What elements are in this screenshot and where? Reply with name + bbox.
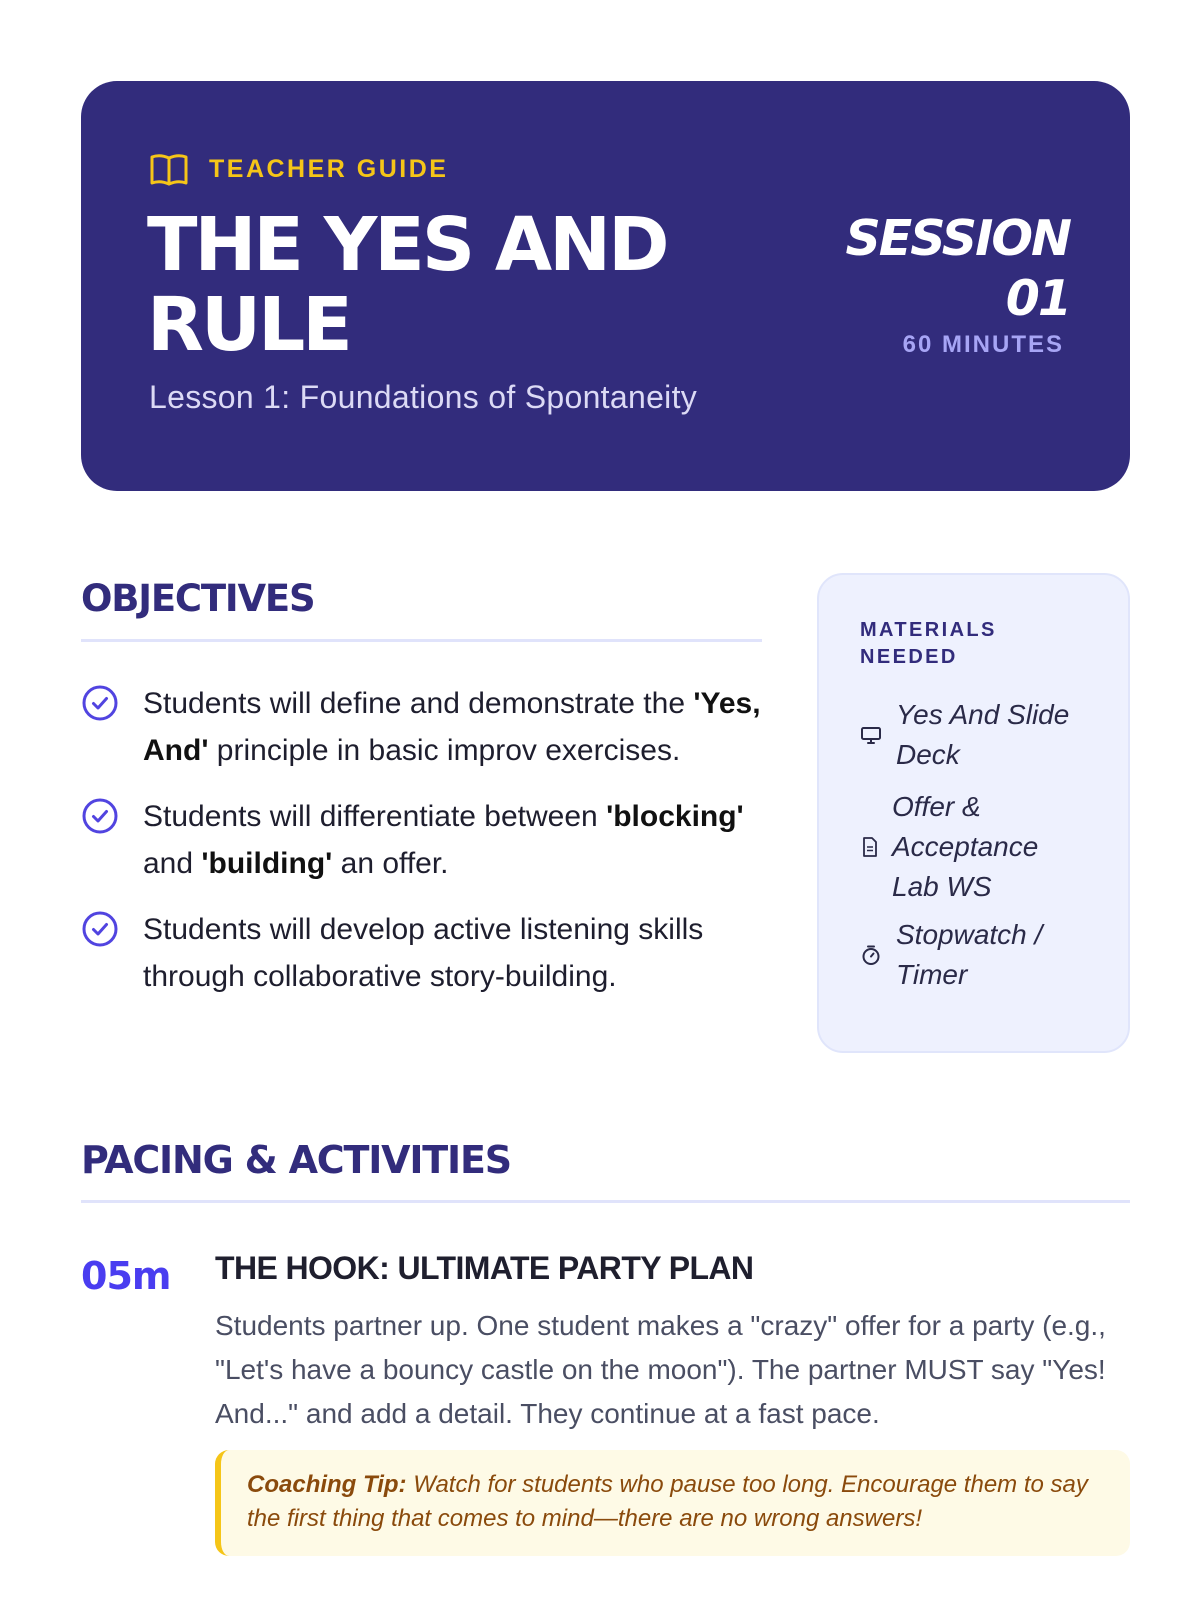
activity-duration: 05m xyxy=(81,1254,171,1298)
activity-title: THE HOOK: ULTIMATE PARTY PLAN xyxy=(215,1250,754,1286)
materials-title: MATERIALS NEEDED xyxy=(860,619,997,668)
check-circle-icon xyxy=(81,684,119,722)
objective-text-part: principle in basic improv exercises. xyxy=(208,734,681,767)
lesson-subtitle: Lesson 1: Foundations of Spontaneity xyxy=(149,379,698,415)
monitor-icon xyxy=(860,724,882,746)
teacher-guide-label: TEACHER GUIDE xyxy=(209,154,449,183)
objectives-divider xyxy=(81,639,762,642)
lesson-title-line-1: THE YES AND xyxy=(147,202,667,288)
objective-text xyxy=(143,793,771,887)
material-label: Stopwatch / Timer xyxy=(896,919,1043,990)
activity-description: Students partner up. One student makes a "crazy" offer for a party (e.g., "Let's have a bouncy castle on the moon"). The partner MUST say "Yes! And..." and add a detail. They continue at a fast pace. xyxy=(215,1310,1106,1429)
teacher-guide-row xyxy=(149,151,448,187)
session-label: SESSION xyxy=(845,210,1070,267)
objective-text-part: and xyxy=(143,847,202,880)
open-book-icon xyxy=(149,151,189,187)
lesson-title xyxy=(147,202,787,368)
objective-text-part: Students will define and demonstrate the xyxy=(143,687,694,720)
objective-emphasis: 'Yes, And' xyxy=(143,687,761,767)
session-number: 01 xyxy=(1005,270,1070,327)
coaching-tip xyxy=(215,1450,1130,1556)
pacing-heading: PACING & ACTIVITIES xyxy=(81,1138,511,1182)
objective-emphasis: 'blocking' xyxy=(606,800,744,833)
document-icon xyxy=(862,837,878,857)
check-circle-icon xyxy=(81,910,119,948)
material-item-worksheet xyxy=(860,787,1080,907)
objective-item xyxy=(81,793,771,887)
objective-text xyxy=(143,906,771,1000)
coaching-tip-label: Coaching Tip: xyxy=(247,1471,407,1498)
lesson-title-line-2: RULE xyxy=(147,282,350,368)
hero-banner xyxy=(81,81,1130,491)
material-label: Yes And Slide Deck xyxy=(896,699,1070,770)
material-label: Offer & Acceptance Lab WS xyxy=(892,791,1039,902)
objectives-heading: OBJECTIVES xyxy=(81,577,315,620)
objectives-list xyxy=(81,680,771,1019)
objective-text-part: Students will develop active listening skills through collaborative story-building. xyxy=(143,913,704,993)
objective-item xyxy=(81,680,771,774)
stopwatch-icon xyxy=(860,944,882,966)
session-info xyxy=(810,209,1070,359)
coaching-tip-text: Watch for students who pause too long. Encourage them to say the first thing that comes to mind—there are no wrong answers! xyxy=(247,1471,1088,1532)
objective-emphasis: 'building' xyxy=(201,847,333,880)
session-duration: 60 MINUTES xyxy=(902,331,1064,358)
objective-text xyxy=(143,680,771,774)
objective-item xyxy=(81,906,771,1000)
check-circle-icon xyxy=(81,797,119,835)
materials-card xyxy=(817,573,1130,1053)
material-item-slide-deck xyxy=(860,695,1090,775)
objective-text-part: Students will differentiate between xyxy=(143,800,607,833)
pacing-divider xyxy=(81,1200,1130,1203)
objective-text-part: an offer. xyxy=(332,847,449,880)
material-item-stopwatch xyxy=(860,915,1090,995)
